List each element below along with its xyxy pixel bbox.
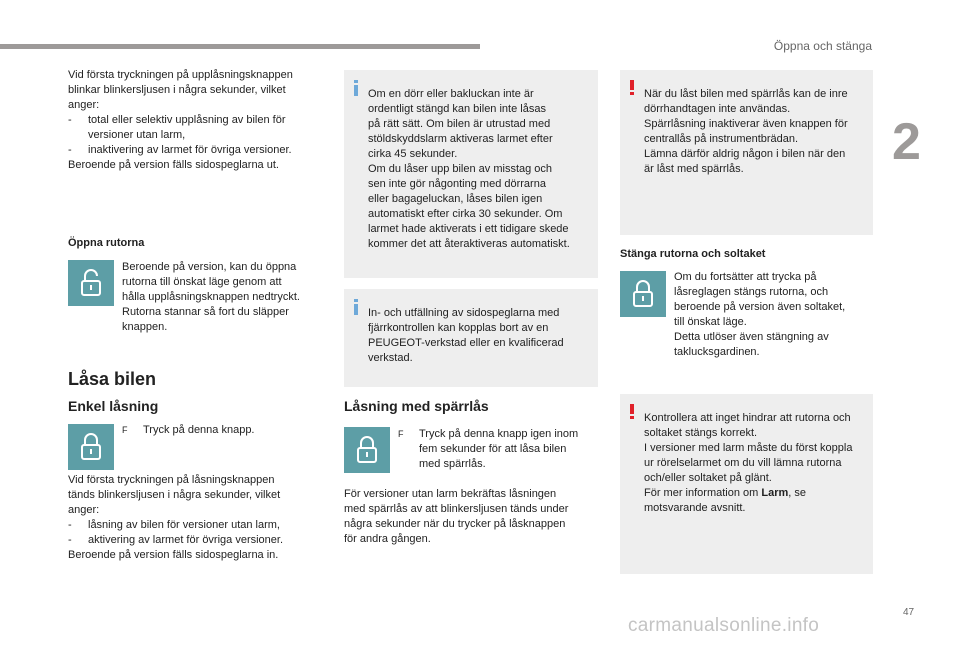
list-item: - total eller selektiv upplåsning av bilen för versioner utan larm,: [68, 113, 330, 143]
lock-button-icon: [344, 427, 390, 473]
info-icon: [354, 299, 358, 313]
unlock-intro: Vid första tryckningen på upplåsningsknappen blinkar blinkersljusen i några sekunder, vilket anger:: [68, 69, 293, 111]
open-windows-heading: Öppna rutorna: [68, 237, 145, 249]
info-text: In- och utfällning av sidospeglarna med fjärrkontrollen kan kopplas bort av en PEUGEOT-verkstad eller en kvalificerad verkstad.: [368, 307, 564, 364]
deadlock-text: Tryck på denna knapp igen inom fem sekunder för att låsa bilen med spärrlås.: [419, 428, 579, 470]
lock-intro: Vid första tryckningen på låsningsknappen tänds blinkersljusen i några sekunder, vilket anger:: [68, 474, 281, 516]
lock-button-icon: [620, 271, 666, 317]
list-item: - inaktivering av larmet för övriga versioner.: [68, 143, 330, 158]
lock-heading: Låsa bilen: [68, 369, 157, 389]
simple-lock-heading: Enkel låsning: [68, 398, 159, 414]
warning-text: [644, 411, 867, 516]
list-item: - aktivering av larmet för övriga versioner.: [68, 533, 330, 548]
header-bar: [0, 44, 480, 49]
warning-icon: [630, 80, 634, 94]
lock-list: [68, 518, 330, 548]
unlock-button-icon: [68, 260, 114, 306]
info-text: Om en dörr eller bakluckan inte är ordentligt stängd kan bilen inte låsas på rätt sätt. Om bilen är utrustad med stöldskyddslarm aktiveras larmet efter cirka 45 sekunder. Om du låser upp bilen av misstag och sen inte gör någonting med dörrarna eller bagageluckan, låses bilen igen automatiskt efter cirka 30 sekunder. Om larmet hade aktiverats i ett tidigare skede kommer det att återaktiveras automatiskt.: [368, 88, 570, 250]
warning-text-start: Kontrollera att inget hindrar att rutorna och soltaket stängs korrekt. I versioner med larm måste du först koppla ur rörelselarmet om du vill lämna rutorna och/eller soltaket på glänt. För mer information om: [644, 412, 853, 499]
lock-section: [68, 473, 330, 563]
simple-lock-text: Tryck på denna knapp.: [143, 424, 255, 436]
chapter-number: 2: [892, 113, 921, 171]
unlock-after: Beroende på version fälls sidospeglarna ut.: [68, 159, 279, 171]
close-windows-heading: Stänga rutorna och soltaket: [620, 248, 766, 260]
list-item: - låsning av bilen för versioner utan larm,: [68, 518, 330, 533]
watermark: carmanualsonline.info: [628, 615, 820, 636]
info-box-door: [344, 70, 598, 278]
lock-after: Beroende på version fälls sidospeglarna in.: [68, 549, 279, 561]
unlocked-padlock-icon: [80, 269, 102, 297]
warning-box-deadlock: [620, 70, 873, 235]
section-title: Öppna och stänga: [773, 39, 872, 53]
unlock-list: [68, 113, 330, 158]
page-number: 47: [903, 607, 915, 618]
padlock-icon: [80, 433, 102, 461]
deadlock-heading: Låsning med spärrlås: [344, 398, 489, 414]
padlock-icon: [356, 436, 378, 464]
open-windows-text: Beroende på version, kan du öppna rutorna till önskat läge genom att hålla upplåsningsknappen nedtryckt. Rutorna stannar så fort du släpper knappen.: [122, 261, 300, 333]
lock-button-icon: [68, 424, 114, 470]
warning-text: När du låst bilen med spärrlås kan de inre dörrhandtagen inte användas. Spärrlåsning inaktiverar även knappen för centrallås på instrumentbrädan. Lämna därför aldrig någon i bilen när den är låst med spärrlås.: [644, 88, 848, 175]
alarm-reference: Larm: [761, 487, 789, 499]
step-bullet: F: [398, 429, 404, 439]
padlock-icon: [632, 280, 654, 308]
warning-icon: [630, 404, 634, 418]
deadlock-after: För versioner utan larm bekräftas låsningen med spärrlås av att blinkersljusen tänds under några sekunder när du trycker på låsknappen för andra gången.: [344, 488, 569, 545]
close-windows-text: Om du fortsätter att trycka på låsreglagen stängs rutorna, och beroende på version även soltaket, till önskat läge. Detta utlöser även stängning av taklucksgardinen.: [674, 271, 846, 358]
warning-text-end: , se motsvarande avsnitt.: [644, 487, 807, 514]
warning-box-windows: [620, 394, 873, 574]
step-bullet: F: [122, 425, 128, 435]
info-box-mirrors: [344, 289, 598, 387]
info-icon: [354, 80, 358, 94]
intro-section: [68, 68, 330, 173]
